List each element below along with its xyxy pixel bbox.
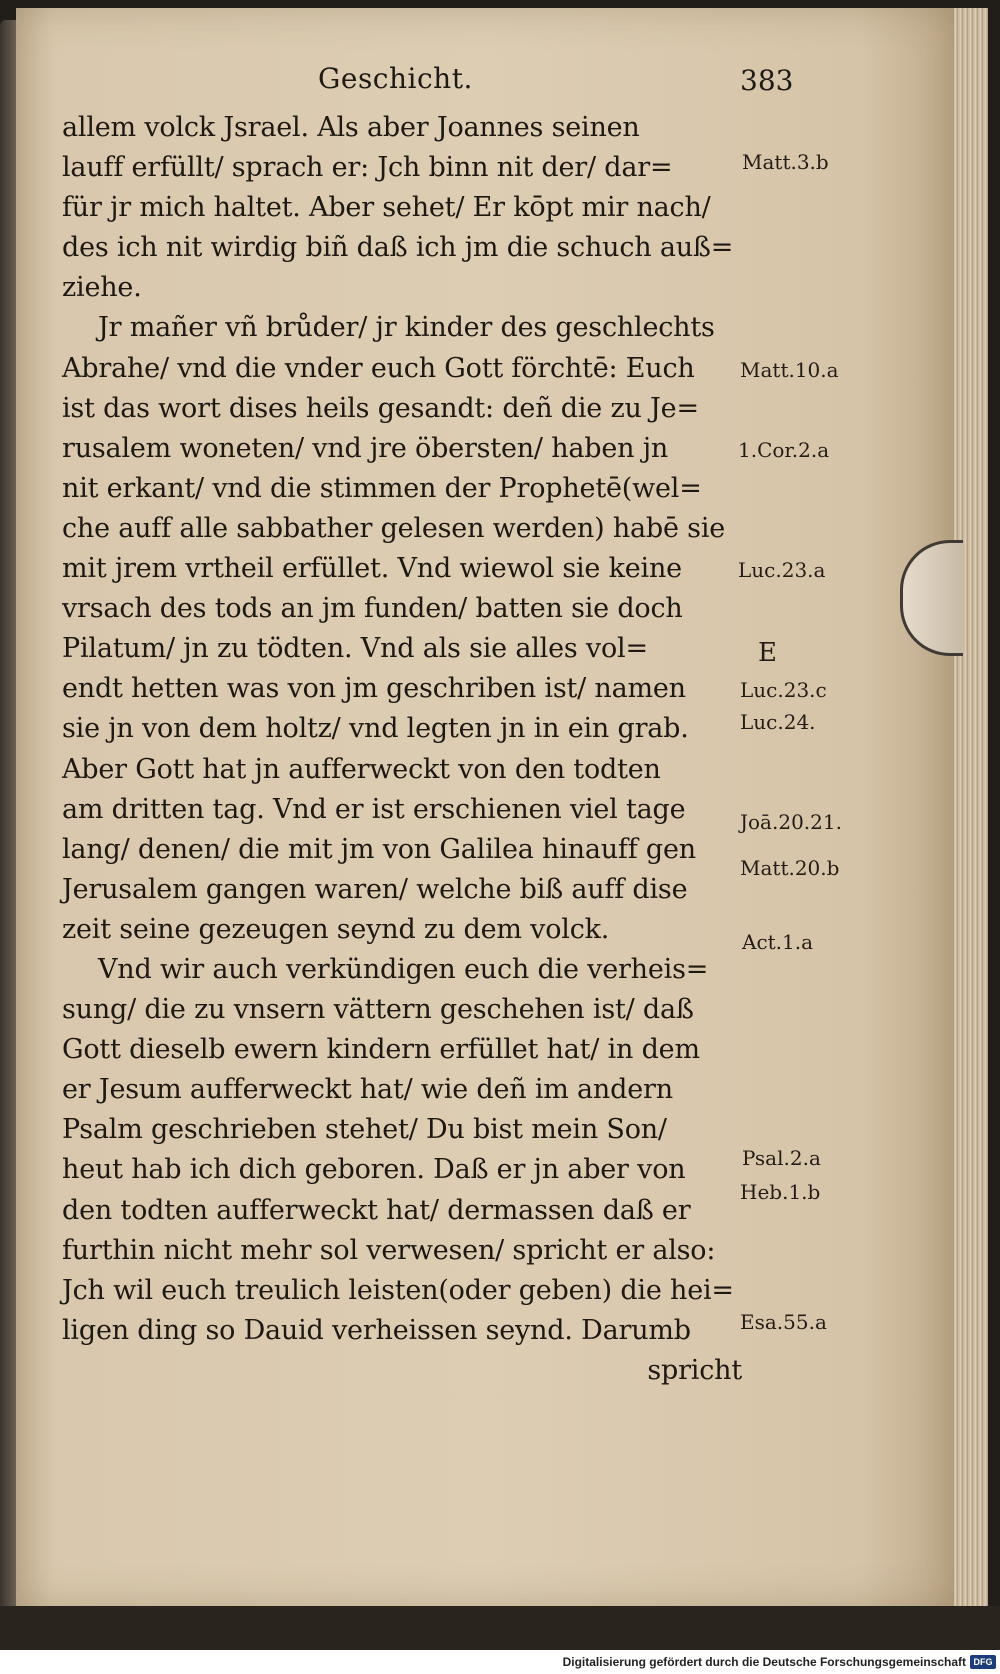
page-number: 383 [740, 64, 794, 97]
text-line: des ich nit wirdig biñ daß ich jm die schuch auß= [62, 232, 734, 264]
footer-credit [0, 1650, 1000, 1674]
text-line: Abrahe/ vnd die vnder euch Gott förchtē: Euch [62, 352, 695, 384]
text-line: rusalem woneten/ vnd jre öbersten/ haben jn [62, 432, 669, 464]
margin-note: Esa.55.a [740, 1310, 827, 1334]
text-line: den todten aufferweckt hat/ dermassen daß er [62, 1194, 691, 1226]
text-line: che auff alle sabbather gelesen werden) habē sie [62, 512, 726, 544]
text-line: Jerusalem gangen waren/ welche biß auff dise [62, 873, 688, 905]
text-line: am dritten tag. Vnd er ist erschienen viel tage [62, 793, 686, 825]
text-line: allem volck Jsrael. Als aber Joannes seinen [62, 112, 640, 143]
body-text [62, 108, 742, 1391]
margin-note: Luc.24. [740, 710, 816, 734]
text-line: Jr mañer vñ brůder/ jr kinder des geschlechts [98, 312, 715, 344]
text-line: Psalm geschrieben stehet/ Du bist mein Son/ [62, 1114, 667, 1146]
margin-note: Act.1.a [742, 930, 814, 954]
text-line: Pilatum/ jn zu tödten. Vnd als sie alles vol= [62, 633, 648, 665]
catchword: spricht [647, 1354, 742, 1386]
text-line: Aber Gott hat jn aufferweckt von den todten [62, 753, 661, 785]
text-line: mit jrem vrtheil erfüllet. Vnd wiewol sie keine [62, 553, 682, 585]
margin-note: Luc.23.a [738, 558, 826, 582]
margin-note: E [758, 638, 777, 668]
text-line: Vnd wir auch verkündigen euch die verheis= [98, 953, 709, 985]
text-line: vrsach des tods an jm funden/ batten sie doch [62, 593, 683, 625]
text-line: für jr mich haltet. Aber sehet/ Er kōpt mir nach/ [62, 192, 711, 224]
text-line: lang/ denen/ die mit jm von Galilea hinauff gen [62, 833, 696, 865]
text-line: Jch wil euch treulich leisten(oder geben) die hei= [62, 1274, 734, 1306]
text-line: lauff erfüllt/ sprach er: Jch binn nit der/ dar= [62, 152, 673, 184]
text-line: endt hetten was von jm geschriben ist/ namen [62, 673, 686, 705]
text-line: furthin nicht mehr sol verwesen/ spricht er also: [62, 1234, 716, 1266]
text-line: ligen ding so Dauid verheissen seynd. Darumb [62, 1314, 691, 1346]
text-line: sie jn von dem holtz/ vnd legten jn in ein grab. [62, 713, 689, 745]
text-line: nit erkant/ vnd die stimmen der Prophetē(wel= [62, 472, 702, 504]
margin-note: Psal.2.a [742, 1146, 821, 1170]
margin-note: Matt.3.b [742, 150, 829, 174]
text-line: zeit seine gezeugen seynd zu dem volck. [62, 913, 610, 945]
margin-note: Heb.1.b [740, 1180, 821, 1204]
page-edges [954, 8, 988, 1606]
margin-note: Joā.20.21. [740, 810, 842, 834]
footer-text: Digitalisierung gefördert durch die Deutsche Forschungsgemeinschaft [562, 1655, 966, 1669]
text-line: ist das wort dises heils gesandt: deñ die zu Je= [62, 392, 699, 424]
margin-note: 1.Cor.2.a [738, 438, 830, 462]
margin-note: Luc.23.c [740, 678, 827, 702]
text-line: heut hab ich dich geboren. Daß er jn aber von [62, 1154, 686, 1186]
running-header: Geschicht. [318, 62, 473, 95]
text-line: Gott dieselb ewern kindern erfüllet hat/ in dem [62, 1034, 700, 1066]
scan-bottom-band [0, 1606, 1000, 1650]
text-line: er Jesum aufferweckt hat/ wie deñ im andern [62, 1074, 673, 1106]
dfg-logo: DFG [970, 1655, 996, 1669]
book-cover-edge [0, 20, 16, 1630]
text-line: sung/ die zu vnsern vättern geschehen ist/ daß [62, 994, 694, 1026]
text-line: ziehe. [62, 272, 142, 304]
margin-note: Matt.10.a [740, 358, 839, 382]
margin-note: Matt.20.b [740, 856, 840, 880]
